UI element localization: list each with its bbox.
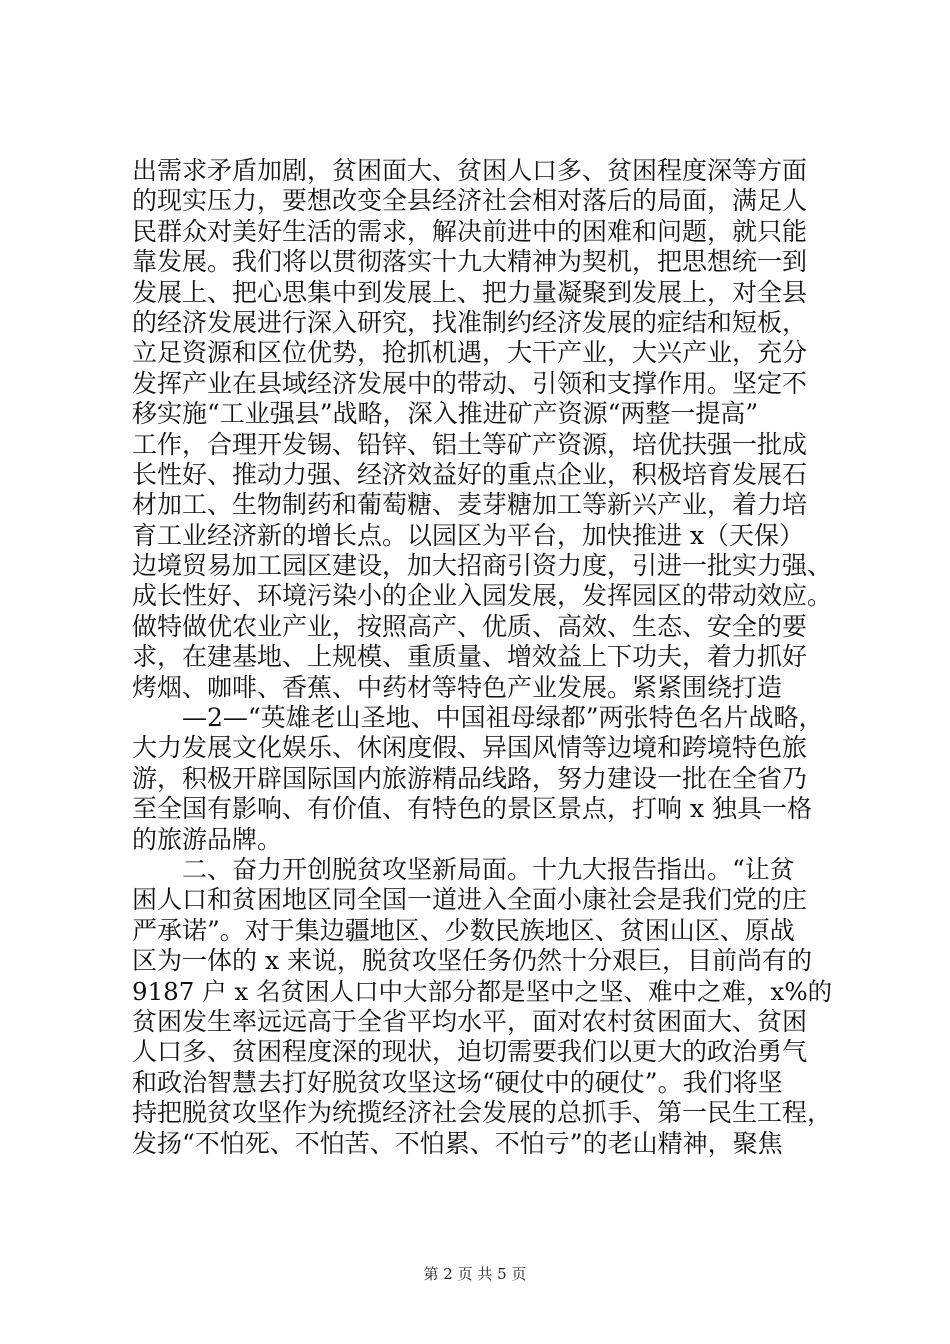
text-line: 育工业经济新的增长点。以园区为平台，加快推进 x（天保） xyxy=(132,520,805,550)
text-line: 靠发展。我们将以贯彻落实十九大精神为契机，把思想统一到 xyxy=(132,247,808,277)
text-line: 困人口和贫困地区同全国一道进入全面小康社会是我们党的庄 xyxy=(132,885,808,915)
text-line: 的现实压力，要想改变全县经济社会相对落后的局面，满足人 xyxy=(132,186,808,216)
text-line: 做特做优农业产业，按照高产、优质、高效、生态、安全的要 xyxy=(132,611,808,641)
text-line: 立足资源和区位优势，抢抓机遇，大干产业，大兴产业，充分 xyxy=(132,338,808,368)
text-line: 的经济发展进行深入研究，找准制约经济发展的症结和短板， xyxy=(132,307,808,337)
text-line: 持把脱贫攻坚作为统揽经济社会发展的总抓手、第一民生工程， xyxy=(132,1098,833,1128)
text-line: 大力发展文化娱乐、休闲度假、异国风情等边境和跨境特色旅 xyxy=(132,733,808,763)
text-line: 民群众对美好生活的需求，解决前进中的困难和问题，就只能 xyxy=(132,216,808,246)
text-line: 成长性好、环境污染小的企业入园发展，发挥园区的带动效应。 xyxy=(132,581,833,611)
text-line: 游，积极开辟国际国内旅游精品线路，努力建设一批在全省乃 xyxy=(132,763,808,793)
text-line: 移实施“工业强县”战略，深入推进矿产资源“两整一提高” xyxy=(132,399,759,429)
text-line: 和政治智慧去打好脱贫攻坚这场“硬仗中的硬仗”。我们将坚 xyxy=(132,1067,783,1097)
text-line: 发扬“不怕死、不怕苦、不怕累、不怕亏”的老山精神，聚焦 xyxy=(132,1128,783,1158)
text-line: 区为一体的 x 来说，脱贫攻坚任务仍然十分艰巨，目前尚有的 xyxy=(132,946,812,976)
text-line: 贫困发生率远远高于全省平均水平，面对农村贫困面大、贫困 xyxy=(132,1006,808,1036)
text-line: 9187 户 x 名贫困人口中大部分都是坚中之坚、难中之难，x%的 xyxy=(132,976,833,1006)
text-line: —2—“英雄老山圣地、中国祖母绿都”两张特色名片战略， xyxy=(182,703,824,733)
text-line: 出需求矛盾加剧，贫困面大、贫困人口多、贫困程度深等方面 xyxy=(132,156,808,185)
text-line: 发展上、把心思集中到发展上、把力量凝聚到发展上，对全县 xyxy=(132,277,808,307)
text-line: 材加工、生物制药和葡萄糖、麦芽糖加工等新兴产业，着力培 xyxy=(132,490,808,520)
body-text xyxy=(132,156,832,1159)
text-line: 长性好、推动力强、经济效益好的重点企业，积极培育发展石 xyxy=(132,459,808,489)
text-line: 发挥产业在县域经济发展中的带动、引领和支撑作用。坚定不 xyxy=(132,368,808,398)
page-footer: 第 2 页 共 5 页 xyxy=(423,1265,527,1283)
text-line: 工作，合理开发锡、铅锌、铝土等矿产资源，培优扶强一批成 xyxy=(132,429,808,459)
text-line: 求，在建基地、上规模、重质量、增效益上下功夫，着力抓好 xyxy=(132,642,808,672)
text-line: 烤烟、咖啡、香蕉、中药材等特色产业发展。紧紧围绕打造 xyxy=(132,672,783,702)
text-line: 严承诺”。对于集边疆地区、少数民族地区、贫困山区、原战 xyxy=(132,915,795,945)
text-line: 边境贸易加工园区建设，加大招商引资力度，引进一批实力强、 xyxy=(132,551,833,581)
text-line: 的旅游品牌。 xyxy=(132,824,283,854)
text-line: 人口多、贫困程度深的现状，迫切需要我们以更大的政治勇气 xyxy=(132,1037,808,1067)
text-line: 至全国有影响、有价值、有特色的景区景点，打响 x 独具一格 xyxy=(132,794,812,824)
text-line: 二、奋力开创脱贫攻坚新局面。十九大报告指出。“让贫 xyxy=(182,854,795,884)
